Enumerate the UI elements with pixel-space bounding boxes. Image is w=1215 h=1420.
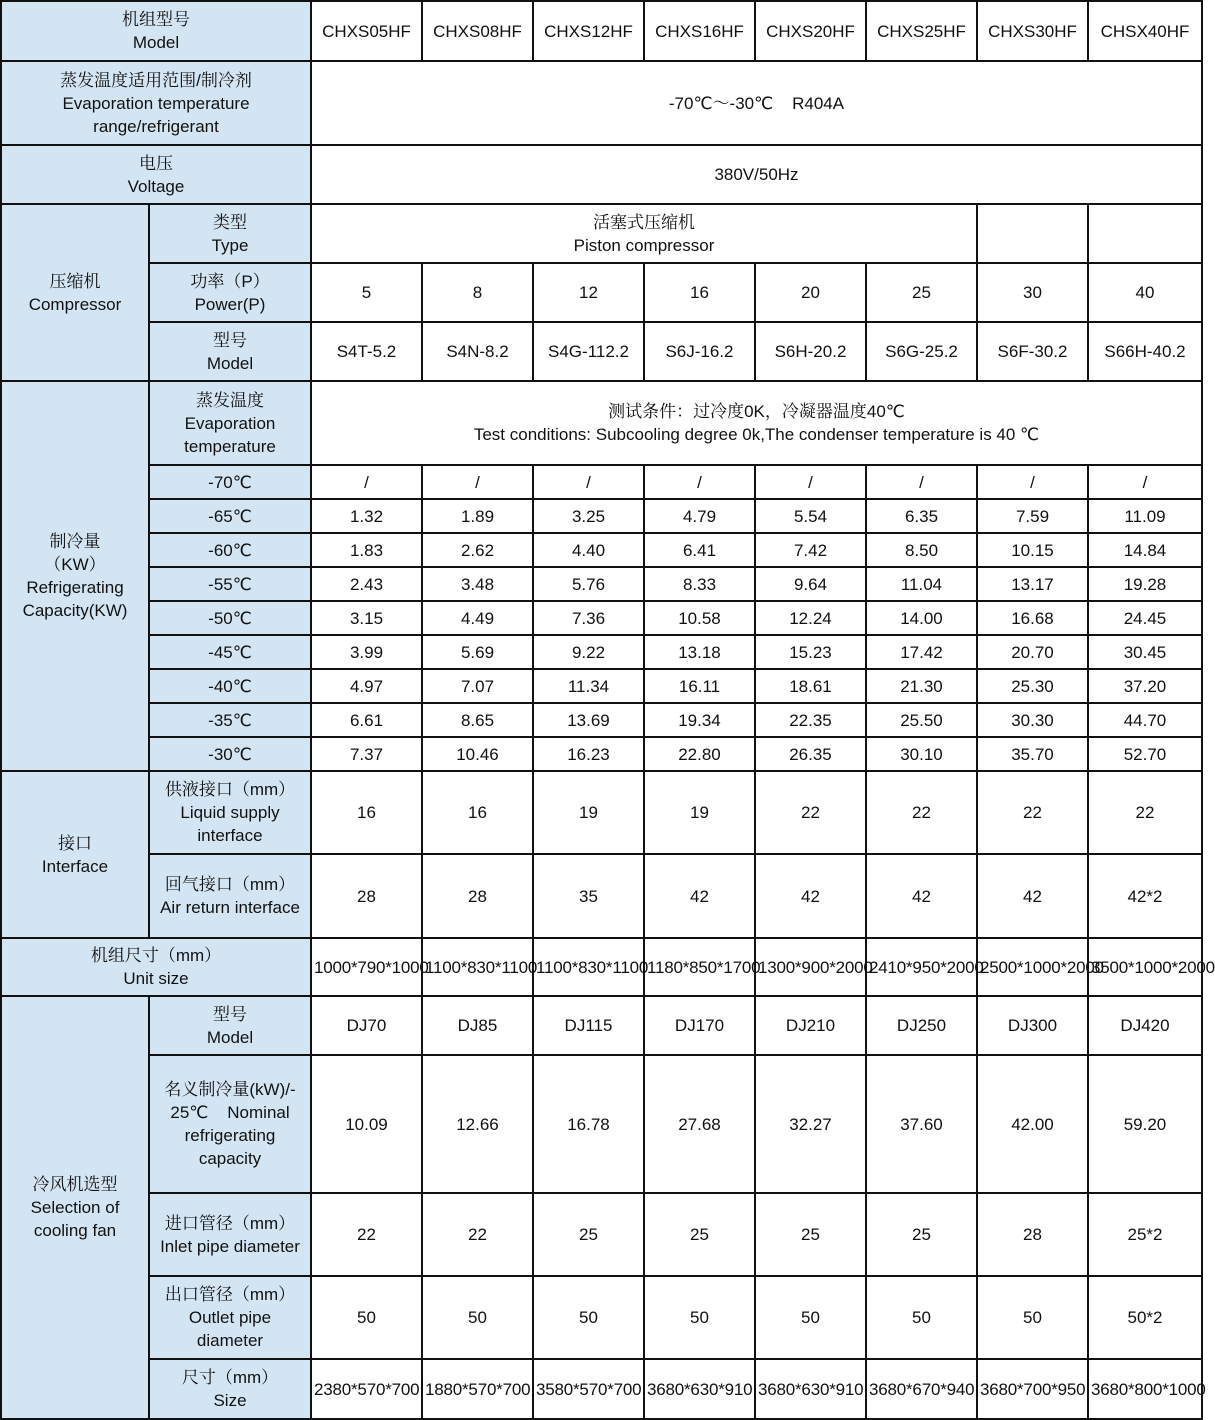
liquid-interface-cell: 16 — [311, 771, 422, 854]
model-header-label — [1, 1, 311, 61]
fan-inlet-label — [149, 1193, 311, 1276]
liquid-interface-cell: 22 — [977, 771, 1088, 854]
temp-label: -40℃ — [149, 669, 311, 703]
capacity-cell: 13.17 — [977, 567, 1088, 601]
fan-inlet-cell: 28 — [977, 1193, 1088, 1276]
temp-label: -35℃ — [149, 703, 311, 737]
capacity-cell: 6.35 — [866, 499, 977, 533]
compressor-type-value — [311, 204, 977, 263]
capacity-cell: 11.04 — [866, 567, 977, 601]
fan-outlet-cell: 50 — [311, 1276, 422, 1359]
capacity-row — [1, 567, 1202, 601]
unit-size-cell: 1180*850*1700 — [644, 938, 755, 996]
capacity-row — [1, 601, 1202, 635]
temp-label: -70℃ — [149, 465, 311, 499]
fan-outlet-cell: 50 — [422, 1276, 533, 1359]
air-return-label-cn: 回气接口（mm） — [164, 875, 296, 894]
temp-label: -65℃ — [149, 499, 311, 533]
compressor-group-label — [1, 204, 149, 381]
cooling-fan-group-en-1: Selection of — [30, 1198, 120, 1217]
capacity-cell: 30.45 — [1088, 635, 1202, 669]
unit-size-cell: 3500*1000*2000 — [1088, 938, 1202, 996]
power-cell: 30 — [977, 263, 1088, 322]
fan-model-cell: DJ300 — [977, 996, 1088, 1055]
voltage-label-en: Voltage — [127, 176, 185, 196]
evaporation-range-row — [1, 61, 1202, 145]
fan-inlet-row — [1, 1193, 1202, 1276]
capacity-cell: 7.59 — [977, 499, 1088, 533]
fan-size-cell: 2380*570*700 — [311, 1359, 422, 1419]
fan-size-cell: 3680*700*950 — [977, 1359, 1088, 1419]
compressor-power-label-cn: 功率（P） — [190, 271, 270, 291]
fan-inlet-label-cn: 进口管径（mm） — [164, 1213, 296, 1233]
fan-outlet-label-en-1: Outlet pipe — [188, 1308, 272, 1327]
model-name: CHXS12HF — [533, 1, 644, 61]
compressor-type-label-cn: 类型 — [213, 212, 247, 232]
capacity-cell: 11.09 — [1088, 499, 1202, 533]
capacity-cell: 19.28 — [1088, 567, 1202, 601]
capacity-cell: 15.23 — [755, 635, 866, 669]
fan-nominal-cell: 12.66 — [422, 1055, 533, 1193]
capacity-cell: 4.79 — [644, 499, 755, 533]
fan-model-row — [1, 996, 1202, 1055]
fan-outlet-label-en-2: diameter — [196, 1331, 264, 1350]
interface-group-en: Interface — [41, 856, 109, 876]
capacity-cell: 18.61 — [755, 669, 866, 703]
capacity-cell: 25.50 — [866, 703, 977, 737]
capacity-cell: / — [866, 465, 977, 499]
air-return-cell: 42*2 — [1088, 854, 1202, 938]
fan-model-cell: DJ115 — [533, 996, 644, 1055]
test-conditions — [311, 381, 1202, 465]
power-cell: 12 — [533, 263, 644, 322]
air-return-cell: 42 — [866, 854, 977, 938]
power-cell: 40 — [1088, 263, 1202, 322]
fan-size-cell: 1880*570*700 — [422, 1359, 533, 1419]
capacity-row — [1, 635, 1202, 669]
fan-outlet-cell: 50 — [755, 1276, 866, 1359]
capacity-cell: 16.11 — [644, 669, 755, 703]
liquid-interface-cell: 22 — [866, 771, 977, 854]
capacity-cell: 8.65 — [422, 703, 533, 737]
evaporation-temp-label — [149, 381, 311, 465]
unit-size-cell: 1300*900*2000 — [755, 938, 866, 996]
power-cell: 8 — [422, 263, 533, 322]
fan-inlet-label-en: Inlet pipe diameter — [160, 1236, 300, 1256]
fan-nominal-cell: 59.20 — [1088, 1055, 1202, 1193]
capacity-cell: 4.97 — [311, 669, 422, 703]
capacity-cell: 35.70 — [977, 737, 1088, 771]
capacity-cell: 22.35 — [755, 703, 866, 737]
model-label-cn: 机组型号 — [122, 10, 190, 29]
fan-nominal-cell: 27.68 — [644, 1055, 755, 1193]
capacity-cell: 3.99 — [311, 635, 422, 669]
power-cell: 5 — [311, 263, 422, 322]
liquid-interface-cell: 19 — [533, 771, 644, 854]
compressor-model-cell: S6J-16.2 — [644, 322, 755, 381]
compressor-model-row — [1, 322, 1202, 381]
fan-nominal-cell: 10.09 — [311, 1055, 422, 1193]
fan-inlet-cell: 22 — [422, 1193, 533, 1276]
liquid-interface-cell: 19 — [644, 771, 755, 854]
capacity-cell: 14.00 — [866, 601, 977, 635]
capacity-cell: 22.80 — [644, 737, 755, 771]
power-cell: 20 — [755, 263, 866, 322]
capacity-cell: 2.62 — [422, 533, 533, 567]
compressor-power-row — [1, 263, 1202, 322]
capacity-cell: 14.84 — [1088, 533, 1202, 567]
fan-inlet-cell: 25 — [533, 1193, 644, 1276]
fan-outlet-cell: 50 — [644, 1276, 755, 1359]
capacity-cell: 7.07 — [422, 669, 533, 703]
power-cell: 25 — [866, 263, 977, 322]
model-name: CHSX40HF — [1088, 1, 1202, 61]
capacity-cell: 13.69 — [533, 703, 644, 737]
capacity-cell: 4.40 — [533, 533, 644, 567]
liquid-interface-cell: 16 — [422, 771, 533, 854]
capacity-cell: 44.70 — [1088, 703, 1202, 737]
temp-label: -55℃ — [149, 567, 311, 601]
capacity-cell: 17.42 — [866, 635, 977, 669]
liquid-interface-label-en-2: interface — [197, 826, 263, 845]
capacity-cell: 13.18 — [644, 635, 755, 669]
capacity-cell: 8.33 — [644, 567, 755, 601]
interface-group-cn: 接口 — [58, 833, 92, 853]
compressor-model-label-en: Model — [206, 353, 254, 373]
compressor-model-cell: S4T-5.2 — [311, 322, 422, 381]
capacity-row — [1, 465, 1202, 499]
capacity-cell: 26.35 — [755, 737, 866, 771]
compressor-group-en: Compressor — [28, 294, 122, 314]
air-return-cell: 42 — [977, 854, 1088, 938]
air-return-cell: 28 — [311, 854, 422, 938]
capacity-group-cn-2: （KW） — [44, 555, 106, 574]
liquid-interface-label — [149, 771, 311, 854]
capacity-cell: 9.64 — [755, 567, 866, 601]
model-name: CHXS25HF — [866, 1, 977, 61]
fan-inlet-cell: 25 — [755, 1193, 866, 1276]
unit-size-label-en: Unit size — [123, 969, 189, 988]
evaporation-temp-label-en-1: Evaporation — [184, 413, 276, 433]
test-conditions-en: Test conditions: Subcooling degree 0k,The condenser temperature is 40 ℃ — [473, 425, 1040, 444]
air-return-cell: 28 — [422, 854, 533, 938]
fan-model-cell: DJ420 — [1088, 996, 1202, 1055]
capacity-cell: / — [977, 465, 1088, 499]
fan-size-label — [149, 1359, 311, 1419]
capacity-cell: 10.15 — [977, 533, 1088, 567]
fan-model-cell: DJ85 — [422, 996, 533, 1055]
capacity-cell: 30.10 — [866, 737, 977, 771]
capacity-cell: 37.20 — [1088, 669, 1202, 703]
fan-nominal-cell: 16.78 — [533, 1055, 644, 1193]
interface-group-label — [1, 771, 149, 938]
fan-size-row — [1, 1359, 1202, 1419]
liquid-interface-cell: 22 — [1088, 771, 1202, 854]
capacity-cell: 6.61 — [311, 703, 422, 737]
capacity-group-cn-1: 制冷量 — [49, 532, 101, 551]
capacity-conditions-row — [1, 381, 1202, 465]
fan-nominal-cell: 37.60 — [866, 1055, 977, 1193]
fan-model-label — [149, 996, 311, 1055]
fan-model-cell: DJ70 — [311, 996, 422, 1055]
fan-nominal-label-4: capacity — [198, 1149, 262, 1168]
voltage-label-cn: 电压 — [139, 153, 173, 173]
capacity-cell: / — [1088, 465, 1202, 499]
capacity-cell: 1.32 — [311, 499, 422, 533]
model-name: CHXS05HF — [311, 1, 422, 61]
cooling-fan-group-label — [1, 996, 149, 1419]
fan-outlet-cell: 50*2 — [1088, 1276, 1202, 1359]
model-name: CHXS08HF — [422, 1, 533, 61]
fan-model-cell: DJ250 — [866, 996, 977, 1055]
fan-outlet-label-cn: 出口管径（mm） — [164, 1285, 296, 1304]
fan-outlet-cell: 50 — [977, 1276, 1088, 1359]
evaporation-range-label-cn: 蒸发温度适用范围/制冷剂 — [60, 70, 252, 90]
capacity-cell: 1.83 — [311, 533, 422, 567]
compressor-model-cell: S66H-40.2 — [1088, 322, 1202, 381]
temp-label: -60℃ — [149, 533, 311, 567]
capacity-row — [1, 499, 1202, 533]
empty-cell — [1088, 204, 1202, 263]
compressor-group-cn: 压缩机 — [49, 271, 101, 291]
fan-model-label-en: Model — [206, 1027, 254, 1047]
capacity-cell: 5.69 — [422, 635, 533, 669]
fan-size-cell: 3580*570*700 — [533, 1359, 644, 1419]
fan-model-cell: DJ170 — [644, 996, 755, 1055]
model-name: CHXS16HF — [644, 1, 755, 61]
capacity-group-en-2: Capacity(KW) — [22, 601, 128, 620]
air-return-label — [149, 854, 311, 938]
temp-label: -45℃ — [149, 635, 311, 669]
capacity-cell: 52.70 — [1088, 737, 1202, 771]
compressor-model-cell: S6H-20.2 — [755, 322, 866, 381]
capacity-row — [1, 703, 1202, 737]
empty-cell — [977, 204, 1088, 263]
compressor-type-label — [149, 204, 311, 263]
capacity-cell: / — [311, 465, 422, 499]
fan-nominal-label-2: 25℃ Nominal — [170, 1103, 290, 1122]
cooling-fan-group-en-2: cooling fan — [33, 1221, 117, 1240]
unit-size-cell: 2500*1000*2000 — [977, 938, 1088, 996]
capacity-cell: 9.22 — [533, 635, 644, 669]
cooling-fan-group-cn: 冷风机选型 — [32, 1175, 118, 1194]
fan-model-label-cn: 型号 — [213, 1004, 247, 1024]
compressor-type-value-cn: 活塞式压缩机 — [593, 212, 695, 232]
model-label-en: Model — [132, 33, 180, 52]
capacity-cell: / — [755, 465, 866, 499]
unit-size-row — [1, 938, 1202, 996]
voltage-value: 380V/50Hz — [311, 145, 1202, 204]
capacity-cell: 24.45 — [1088, 601, 1202, 635]
compressor-type-row — [1, 204, 1202, 263]
air-return-label-en: Air return interface — [160, 898, 300, 917]
capacity-cell: 16.23 — [533, 737, 644, 771]
fan-size-cell: 3680*670*940 — [866, 1359, 977, 1419]
evaporation-range-label-en-2: range/refrigerant — [93, 116, 219, 136]
capacity-cell: 2.43 — [311, 567, 422, 601]
evaporation-temp-label-cn: 蒸发温度 — [196, 390, 264, 410]
capacity-cell: 10.46 — [422, 737, 533, 771]
compressor-model-label — [149, 322, 311, 381]
temp-label: -30℃ — [149, 737, 311, 771]
capacity-cell: 5.76 — [533, 567, 644, 601]
capacity-cell: 3.15 — [311, 601, 422, 635]
voltage-label — [1, 145, 311, 204]
compressor-model-cell: S4N-8.2 — [422, 322, 533, 381]
capacity-cell: / — [644, 465, 755, 499]
fan-size-cell: 3680*630*910 — [755, 1359, 866, 1419]
unit-size-cell: 1000*790*1000 — [311, 938, 422, 996]
capacity-row — [1, 533, 1202, 567]
capacity-cell: 19.34 — [644, 703, 755, 737]
capacity-cell: 6.41 — [644, 533, 755, 567]
capacity-group-en-1: Refrigerating — [26, 578, 124, 597]
power-cell: 16 — [644, 263, 755, 322]
capacity-cell: 10.58 — [644, 601, 755, 635]
fan-model-cell: DJ210 — [755, 996, 866, 1055]
liquid-interface-label-cn: 供液接口（mm） — [164, 780, 296, 799]
fan-nominal-cell: 42.00 — [977, 1055, 1088, 1193]
fan-size-label-en: Size — [213, 1391, 247, 1410]
capacity-cell: 8.50 — [866, 533, 977, 567]
fan-nominal-label — [149, 1055, 311, 1193]
fan-nominal-label-1: 名义制冷量(kW)/- — [164, 1080, 296, 1099]
capacity-cell: 12.24 — [755, 601, 866, 635]
fan-nominal-label-3: refrigerating — [184, 1126, 276, 1145]
liquid-interface-cell: 22 — [755, 771, 866, 854]
capacity-cell: 21.30 — [866, 669, 977, 703]
compressor-type-label-en: Type — [211, 235, 249, 255]
capacity-cell: 4.49 — [422, 601, 533, 635]
compressor-type-value-en: Piston compressor — [573, 235, 715, 255]
capacity-cell: / — [533, 465, 644, 499]
fan-nominal-cell: 32.27 — [755, 1055, 866, 1193]
compressor-model-cell: S6G-25.2 — [866, 322, 977, 381]
model-name: CHXS20HF — [755, 1, 866, 61]
fan-size-cell: 3680*630*910 — [644, 1359, 755, 1419]
unit-size-cell: 1100*830*1100 — [533, 938, 644, 996]
capacity-cell: 16.68 — [977, 601, 1088, 635]
liquid-interface-row — [1, 771, 1202, 854]
fan-inlet-cell: 25*2 — [1088, 1193, 1202, 1276]
voltage-row — [1, 145, 1202, 204]
capacity-cell: 5.54 — [755, 499, 866, 533]
model-name: CHXS30HF — [977, 1, 1088, 61]
compressor-power-label — [149, 263, 311, 322]
model-header-row — [1, 1, 1202, 61]
evaporation-range-value: -70℃～-30℃ R404A — [311, 61, 1202, 145]
capacity-cell: 25.30 — [977, 669, 1088, 703]
unit-size-cell: 2410*950*2000 — [866, 938, 977, 996]
compressor-model-label-cn: 型号 — [213, 330, 247, 350]
fan-outlet-cell: 50 — [866, 1276, 977, 1359]
fan-inlet-cell: 22 — [311, 1193, 422, 1276]
capacity-row — [1, 737, 1202, 771]
compressor-power-label-en: Power(P) — [194, 294, 266, 314]
capacity-cell: 7.36 — [533, 601, 644, 635]
air-return-cell: 42 — [755, 854, 866, 938]
fan-inlet-cell: 25 — [644, 1193, 755, 1276]
compressor-model-cell: S4G-112.2 — [533, 322, 644, 381]
unit-size-label — [1, 938, 311, 996]
capacity-cell: 20.70 — [977, 635, 1088, 669]
capacity-cell: 1.89 — [422, 499, 533, 533]
air-return-cell: 42 — [644, 854, 755, 938]
unit-size-label-cn: 机组尺寸（mm） — [90, 946, 222, 965]
capacity-cell: 11.34 — [533, 669, 644, 703]
fan-outlet-cell: 50 — [533, 1276, 644, 1359]
test-conditions-cn: 测试条件：过冷度0K，冷凝器温度40℃ — [608, 402, 905, 421]
evaporation-range-label-en-1: Evaporation temperature — [62, 93, 250, 113]
capacity-cell: 7.42 — [755, 533, 866, 567]
temp-label: -50℃ — [149, 601, 311, 635]
fan-outlet-label — [149, 1276, 311, 1359]
capacity-cell: 3.48 — [422, 567, 533, 601]
fan-size-label-cn: 尺寸（mm） — [181, 1368, 279, 1387]
evaporation-temp-label-en-2: temperature — [184, 436, 276, 456]
capacity-cell: / — [422, 465, 533, 499]
fan-outlet-row — [1, 1276, 1202, 1359]
unit-size-cell: 1100*830*1100 — [422, 938, 533, 996]
fan-size-cell: 3680*800*1000 — [1088, 1359, 1202, 1419]
fan-nominal-row — [1, 1055, 1202, 1193]
evaporation-range-label — [1, 61, 311, 145]
capacity-group-label — [1, 381, 149, 771]
air-return-cell: 35 — [533, 854, 644, 938]
capacity-cell: 30.30 — [977, 703, 1088, 737]
fan-inlet-cell: 25 — [866, 1193, 977, 1276]
capacity-row — [1, 669, 1202, 703]
air-return-row — [1, 854, 1202, 938]
capacity-cell: 3.25 — [533, 499, 644, 533]
compressor-model-cell: S6F-30.2 — [977, 322, 1088, 381]
capacity-cell: 7.37 — [311, 737, 422, 771]
liquid-interface-label-en-1: Liquid supply — [180, 803, 280, 822]
